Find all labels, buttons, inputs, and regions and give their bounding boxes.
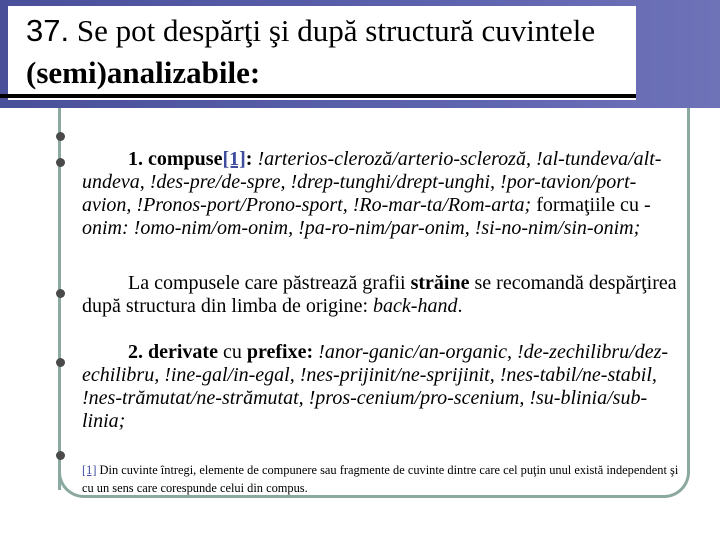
footnote-ref-link[interactable]: [1]	[222, 148, 246, 170]
foreign-example: back-hand	[373, 295, 458, 317]
bullet-dot	[56, 132, 65, 141]
foreign-text-b: se recomandă despărţirea după structura din limba de origine:	[82, 272, 677, 317]
foreign-text-a: La compusele care păstrează grafii	[128, 272, 411, 294]
footnote	[82, 461, 682, 497]
bullet-dot	[56, 451, 65, 460]
slide-title	[26, 10, 636, 94]
derivatives-heading: 2. derivate	[128, 341, 218, 363]
paragraph-derivatives	[82, 341, 682, 433]
derivatives-prefixes: prefixe:	[246, 341, 314, 363]
title-emphasis: (semi)analizabile:	[26, 55, 261, 90]
footnote-anchor-link[interactable]: [1]	[82, 463, 97, 477]
foreign-text-bold: străine	[410, 272, 470, 294]
compounds-tail-plain: formaţiile cu	[531, 194, 644, 216]
title-plain: Se pot despărţi şi după structură cuvintele	[76, 13, 596, 48]
derivatives-examples: !anor-ganic/an-organic, !de-zechilibru/dez-echilibru, !ine-gal/in-egal, !nes-prijinit/ne-sprijinit, !nes-tabil/ne-stabil, !nes-trămutat/ne-strămutat, !pros-cenium/pro-scenium, !su-blinia/sub-linia;	[82, 341, 669, 432]
period: .	[457, 295, 463, 317]
bullet-dot	[56, 358, 65, 367]
compounds-tail-italic: -onim: !omo-nim/om-onim, !pa-ro-nim/par-onim, !si-no-nim/sin-onim;	[82, 194, 651, 239]
colon: :	[245, 148, 253, 170]
frame-right-border	[687, 108, 690, 474]
title-number: 37.	[26, 13, 70, 48]
compounds-examples: !arterios-cleroză/arterio-scleroză, !al-tundeva/alt-undeva, !des-pre/de-spre, !drep-tunghi/drept-unghi, !por-tavion/port-avion, !Pronos-port/Prono-sport, !Ro-mar-ta/Rom-arta;	[82, 148, 662, 216]
paragraph-foreign-spellings	[82, 272, 682, 318]
paragraph-compounds	[82, 148, 682, 240]
bullet-dot	[56, 158, 65, 167]
compounds-heading: 1. compuse	[128, 148, 223, 170]
footnote-text: Din cuvinte întregi, elemente de compunere sau fragmente de cuvinte dintre care cel puţin unul există independent şi cu un sens care corespunde celui din compus.	[82, 463, 679, 495]
bullet-dot	[56, 289, 65, 298]
title-underline	[0, 94, 636, 98]
derivatives-mid: cu	[217, 341, 247, 363]
